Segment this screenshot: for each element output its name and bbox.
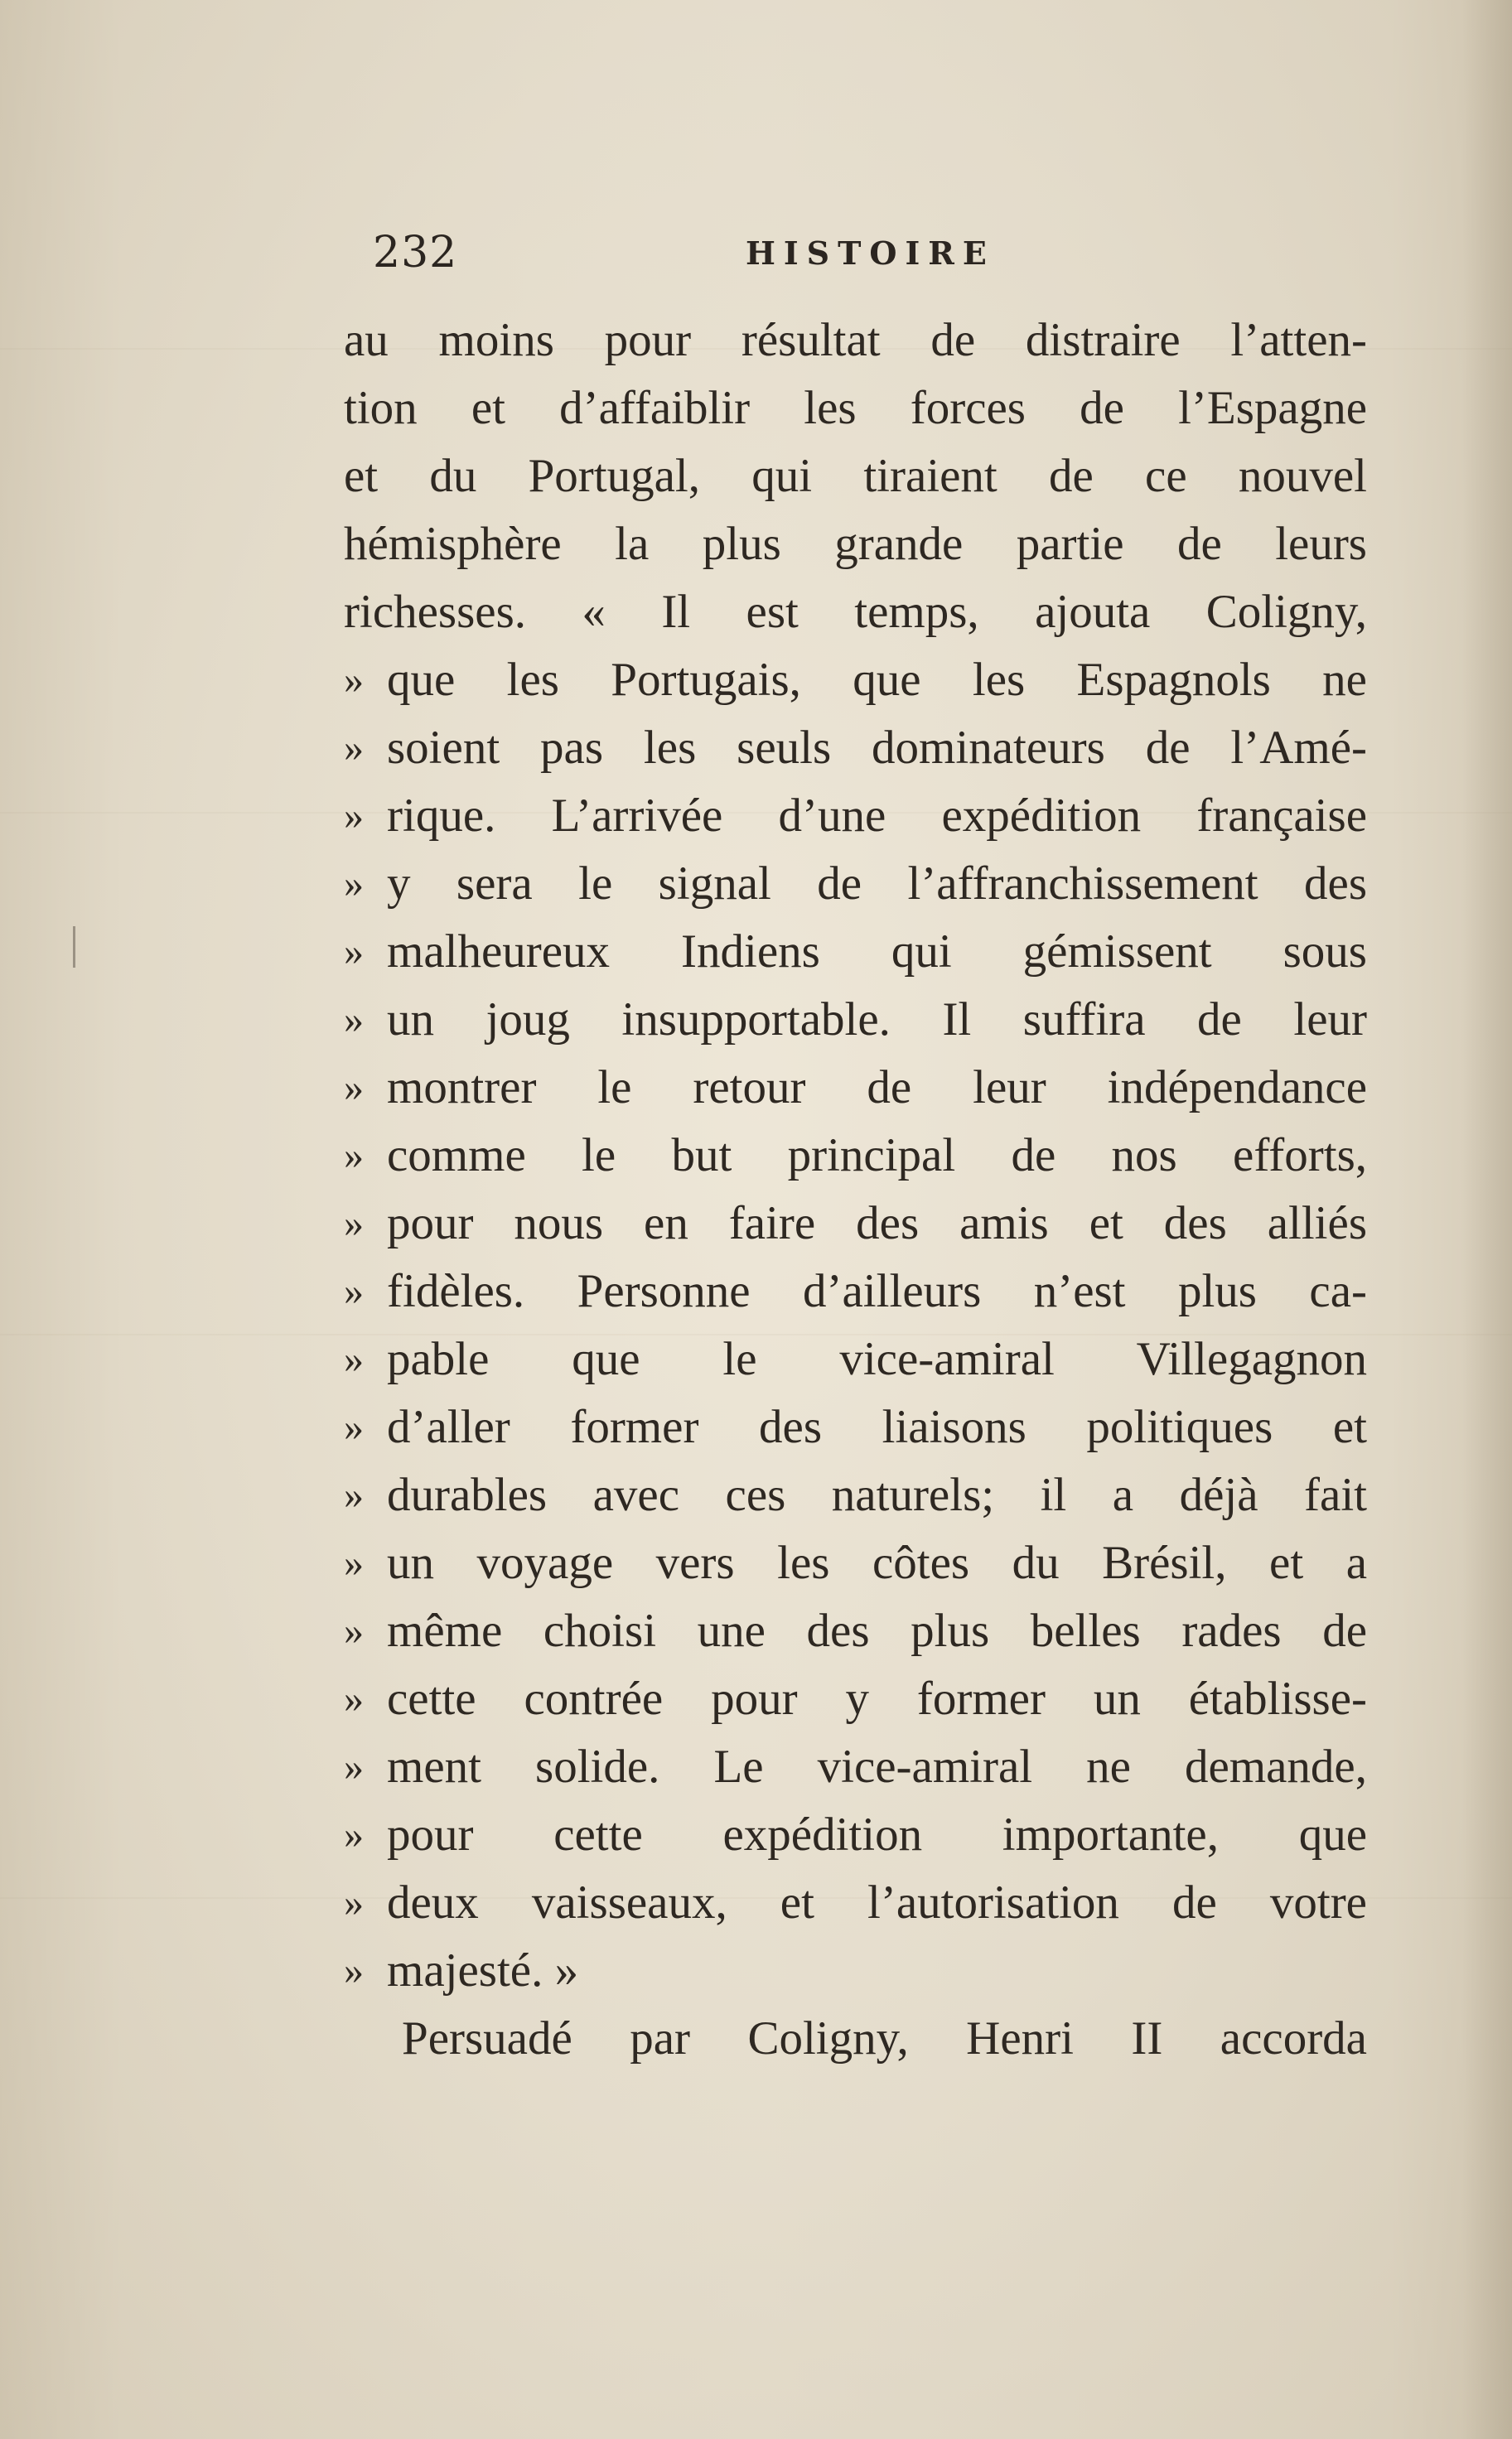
quote-mark: » (344, 794, 364, 838)
text-line (344, 782, 1367, 850)
line-text: cette contrée pour y former un établisse- (387, 1673, 1367, 1725)
quote-mark: » (344, 1473, 364, 1517)
text-line (344, 646, 1367, 714)
text-line (344, 2005, 1367, 2073)
quote-mark: » (344, 1745, 364, 1789)
line-text: ment solide. Le vice-amiral ne demande, (387, 1741, 1367, 1793)
text-line (344, 442, 1367, 510)
quote-mark: » (344, 1813, 364, 1857)
line-text: Persuadé par Coligny, Henri II accorda (402, 2012, 1367, 2065)
text-line (344, 1190, 1367, 1258)
quote-mark: » (344, 726, 364, 770)
line-text: un joug insupportable. Il suffira de leur (387, 993, 1367, 1046)
quote-mark: » (344, 1133, 364, 1177)
line-text: y sera le signal de l’affranchissement des (387, 857, 1367, 910)
line-text: majesté. » (387, 1944, 579, 1997)
line-text: et du Portugal, qui tiraient de ce nouvel (344, 450, 1367, 502)
line-text: pour cette expédition importante, que (387, 1809, 1367, 1861)
text-line (344, 1529, 1367, 1597)
text-line (344, 1597, 1367, 1665)
line-text: pable que le vice-amiral Villegagnon (387, 1333, 1367, 1385)
text-line (344, 1937, 1367, 2005)
quote-mark: » (344, 1949, 364, 1992)
quote-mark: » (344, 1405, 364, 1449)
line-text: d’aller former des liaisons politiques et (387, 1401, 1367, 1453)
quote-mark: » (344, 1337, 364, 1381)
text-line (344, 307, 1367, 374)
text-line (344, 1122, 1367, 1190)
quote-mark: » (344, 1677, 364, 1721)
quote-mark: » (344, 658, 364, 702)
running-head: HISTOIRE (746, 234, 995, 272)
text-line (344, 1461, 1367, 1529)
line-text: richesses. « Il est temps, ajouta Coligny, (344, 586, 1367, 638)
quote-mark: » (344, 1201, 364, 1245)
line-text: montrer le retour de leur indépendance (387, 1061, 1367, 1113)
text-line (344, 714, 1367, 782)
text-line (344, 1801, 1367, 1869)
line-text: hémisphère la plus grande partie de leurs (344, 518, 1367, 570)
quote-mark: » (344, 930, 364, 973)
text-line (344, 918, 1367, 986)
line-text: même choisi une des plus belles rades de (387, 1605, 1367, 1657)
text-line (344, 850, 1367, 918)
page-number: 232 (373, 228, 458, 278)
body-text (344, 307, 1367, 2073)
quote-mark: » (344, 997, 364, 1041)
quote-mark: » (344, 1269, 364, 1313)
text-line (344, 986, 1367, 1054)
line-text: malheureux Indiens qui gémissent sous (387, 925, 1367, 978)
text-line (344, 578, 1367, 646)
text-line (344, 1733, 1367, 1801)
quote-mark: » (344, 1881, 364, 1925)
line-text: deux vaisseaux, et l’autorisation de votre (387, 1876, 1367, 1929)
quote-mark: » (344, 1065, 364, 1109)
line-text: au moins pour résultat de distraire l’atten- (344, 314, 1367, 366)
line-text: durables avec ces naturels; il a déjà fait (387, 1469, 1367, 1521)
line-text: fidèles. Personne d’ailleurs n’est plus ca- (387, 1265, 1367, 1317)
ink-mark (73, 926, 75, 968)
page-edge-shadow (1462, 0, 1512, 2439)
line-text: un voyage vers les côtes du Brésil, et a (387, 1537, 1367, 1589)
line-text: tion et d’affaiblir les forces de l’Espagne (344, 382, 1367, 434)
text-line (344, 374, 1367, 442)
quote-mark: » (344, 1609, 364, 1653)
line-text: soient pas les seuls dominateurs de l’Amé- (387, 722, 1367, 774)
text-line (344, 1869, 1367, 1937)
page-header (373, 228, 1367, 286)
text-line (344, 510, 1367, 578)
line-text: pour nous en faire des amis et des alliés (387, 1197, 1367, 1249)
text-line (344, 1054, 1367, 1122)
line-text: rique. L’arrivée d’une expédition française (387, 790, 1367, 842)
quote-mark: » (344, 1541, 364, 1585)
text-line (344, 1326, 1367, 1393)
line-text: que les Portugais, que les Espagnols ne (387, 654, 1367, 706)
text-line (344, 1393, 1367, 1461)
line-text: comme le but principal de nos efforts, (387, 1129, 1367, 1181)
text-line (344, 1665, 1367, 1733)
quote-mark: » (344, 862, 364, 906)
text-line (344, 1258, 1367, 1326)
